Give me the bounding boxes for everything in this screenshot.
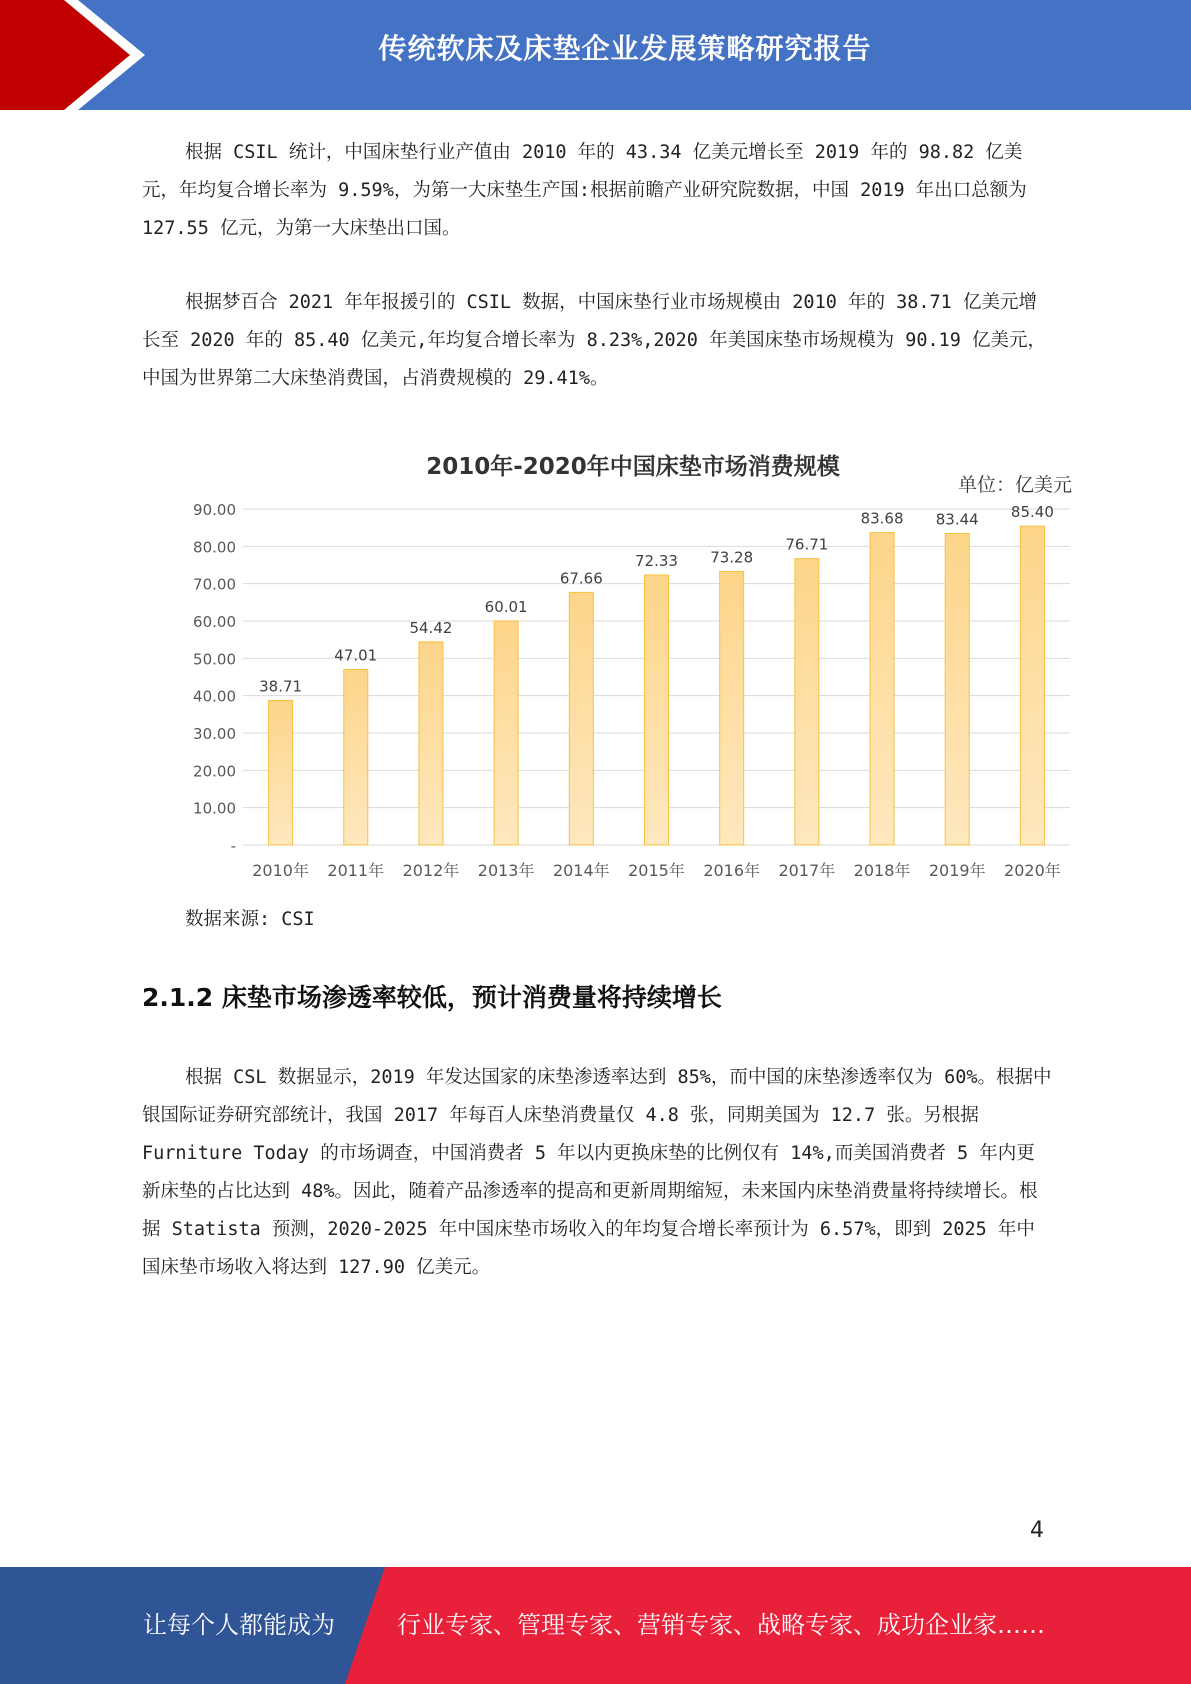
bar-2019年 xyxy=(945,533,969,845)
value-label: 76.71 xyxy=(785,535,829,554)
x-tick-label: 2013年 xyxy=(477,861,535,880)
chart-title: 2010年-2020年中国床垫市场消费规模 xyxy=(426,454,840,480)
data-source: 数据来源: CSI xyxy=(185,909,315,930)
x-tick-label: 2016年 xyxy=(703,861,761,880)
x-tick-label: 2010年 xyxy=(252,861,309,880)
y-tick-label: 90.00 xyxy=(193,501,236,519)
y-tick-label: 60.00 xyxy=(193,613,236,631)
bar-2014年 xyxy=(569,592,593,845)
x-tick-label: 2012年 xyxy=(402,861,460,880)
value-label: 73.28 xyxy=(710,548,754,567)
section-heading: 2.1.2 床垫市场渗透率较低，预计消费量将持续增长 xyxy=(142,983,722,1012)
page-footer xyxy=(0,1567,1191,1684)
bar-2013年 xyxy=(494,621,518,845)
value-label: 83.44 xyxy=(935,510,979,529)
value-label: 85.40 xyxy=(1010,503,1054,522)
value-label: 60.01 xyxy=(484,597,528,616)
bar-2020年 xyxy=(1020,526,1044,845)
value-label: 67.66 xyxy=(559,569,603,588)
bar-2012年 xyxy=(419,642,443,845)
x-tick-label: 2015年 xyxy=(628,861,685,880)
paragraph-csil-output: 根据 CSIL 统计，中国床垫行业产值由 2010 年的 43.34 亿美元增长至 2019 年的 98.82 亿美元，年均复合增长率为 9.59%，为第一大床垫生产国:根据前瞻产业研究院数据，中国 2019 年出口总额为 127.55 亿元，为第一大床垫出口国。 xyxy=(142,142,1027,239)
x-tick-label: 2014年 xyxy=(552,861,610,880)
value-label: 38.71 xyxy=(259,677,303,696)
page-header xyxy=(0,0,1191,110)
bar-2010年 xyxy=(269,700,293,845)
bar-2016年 xyxy=(720,571,744,845)
value-label: 54.42 xyxy=(409,618,453,637)
y-tick-label: 80.00 xyxy=(193,538,236,557)
chart-unit-label: 单位：亿美元 xyxy=(957,474,1072,496)
x-tick-label: 2020年 xyxy=(1004,861,1061,880)
y-tick-label: 30.00 xyxy=(193,725,236,743)
x-tick-label: 2017年 xyxy=(778,861,836,880)
x-tick-label: 2018年 xyxy=(853,861,911,880)
bar-2017年 xyxy=(795,559,819,845)
value-label: 72.33 xyxy=(635,551,678,570)
x-tick-label: 2019年 xyxy=(928,861,986,880)
y-tick-label: 10.00 xyxy=(193,799,236,818)
bar-chart-svg xyxy=(160,440,1090,890)
bar-2015年 xyxy=(645,575,669,845)
value-label: 83.68 xyxy=(860,509,904,528)
paragraph-market-size: 根据梦百合 2021 年年报援引的 CSIL 数据，中国床垫行业市场规模由 2010 年的 38.71 亿美元增长至 2020 年的 85.40 亿美元,年均复合增长率为 8.23%,2020 年美国床垫市场规模为 90.19 亿美元，中国为世界第二大床垫消费国，占消费规模的 29.41%。 xyxy=(142,292,1047,389)
y-tick-label: 70.00 xyxy=(193,575,236,594)
footer-slogan-right: 行业专家、管理专家、营销专家、战略专家、成功企业家…… xyxy=(397,1611,1045,1639)
y-tick-label: 40.00 xyxy=(193,687,236,706)
header-title: 传统软床及床垫企业发展策略研究报告 xyxy=(378,32,872,65)
x-tick-label: 2011年 xyxy=(327,861,385,880)
page-number: 4 xyxy=(1030,1518,1044,1543)
y-tick-label: 20.00 xyxy=(193,762,236,781)
value-label: 47.01 xyxy=(334,646,378,665)
y-tick-label: - xyxy=(230,837,236,855)
y-tick-label: 50.00 xyxy=(193,650,236,669)
market-size-chart xyxy=(160,440,1090,890)
bar-2018年 xyxy=(870,533,894,845)
bar-2011年 xyxy=(344,669,368,845)
footer-slogan-left: 让每个人都能成为 xyxy=(143,1611,335,1639)
paragraph-penetration: 根据 CSL 数据显示，2019 年发达国家的床垫渗透率达到 85%，而中国的床垫渗透率仅为 60%。根据中银国际证券研究部统计，我国 2017 年每百人床垫消费量仅 4.8 张，同期美国为 12.7 张。另根据 Furniture Today 的市场调查，中国消费者 5 年以内更换床垫的比例仅有 14%,而美国消费者 5 年内更新床垫的占比达到 48%。因此，随着产品渗透率的提高和更新周期缩短，未来国内床垫消费量将持续增长。根据 Statista 预测，2020-2025 年中国床垫市场收入的年均复合增长率预计为 6.57%，即到 2025 年中国床垫市场收入将达到 127.90 亿美元。 xyxy=(142,1067,1052,1278)
